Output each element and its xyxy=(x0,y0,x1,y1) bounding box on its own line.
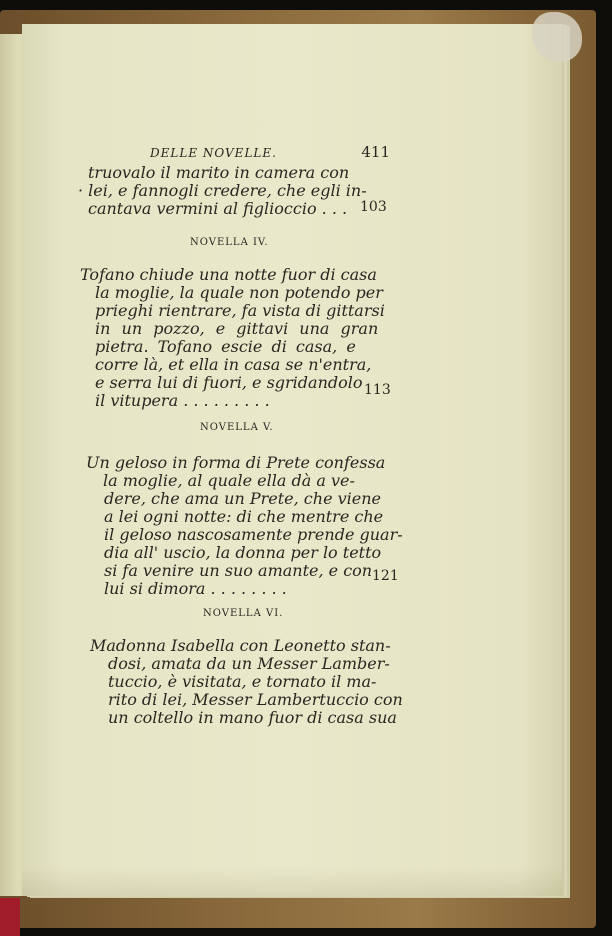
entry-line: si fa venire un suo amante, e con xyxy=(104,561,373,580)
novella-heading: NOVELLA V. xyxy=(200,422,274,433)
entry-line: truovalo il marito in camera con xyxy=(88,163,350,182)
entry-page-ref: 121 xyxy=(372,568,399,584)
entry-line: dere, che ama un Prete, che viene xyxy=(104,489,382,508)
running-head-title: DELLE NOVELLE. xyxy=(150,146,277,160)
entry-line: un coltello in mano fuor di casa sua xyxy=(108,708,397,727)
entry-line: e serra lui di fuori, e sgridandolo xyxy=(95,373,363,392)
novella-heading: NOVELLA VI. xyxy=(203,608,284,619)
running-head xyxy=(150,143,390,161)
entry-line: dosi, amata da un Messer Lamber- xyxy=(108,654,390,673)
entry-line: dia all' uscio, la donna per lo tetto xyxy=(104,543,382,562)
novella-heading: NOVELLA IV. xyxy=(190,237,269,248)
page-number: 411 xyxy=(361,143,390,161)
entry-page-ref: 103 xyxy=(360,199,387,215)
entry-line: tuccio, è visitata, e tornato il ma- xyxy=(108,672,377,691)
entry-line: corre là, et ella in casa se n'entra, xyxy=(95,355,372,374)
entry-line: pietra. Tofano escie di casa, e xyxy=(95,337,356,356)
entry-line: in un pozzo, e gittavi una gran xyxy=(95,319,379,338)
entry-line: la moglie, la quale non potendo per xyxy=(95,283,383,302)
entry-line: a lei ogni notte: di che mentre che xyxy=(104,507,384,526)
entry-line: il vitupera . . . . . . . . . xyxy=(95,391,270,410)
entry-line: la moglie, al quale ella dà a ve- xyxy=(103,471,355,490)
entry-line: il geloso nascosamente prende guar- xyxy=(104,525,403,544)
entry-line: Un geloso in forma di Prete confessa xyxy=(86,453,386,472)
entry-line: Tofano chiude una notte fuor di casa xyxy=(80,265,377,284)
entry-line: Madonna Isabella con Leonetto stan- xyxy=(90,636,391,655)
entry-line: rito di lei, Messer Lambertuccio con xyxy=(108,690,403,709)
entry-line: prieghi rientrare, fa vista di gittarsi xyxy=(95,301,385,320)
entry-line: cantava vermini al figlioccio . . . xyxy=(88,199,348,218)
entry-line: lui si dimora . . . . . . . . xyxy=(104,579,287,598)
entry-page-ref: 113 xyxy=(364,382,391,398)
entry-line: · lei, e fannogli credere, che egli in- xyxy=(78,181,367,200)
